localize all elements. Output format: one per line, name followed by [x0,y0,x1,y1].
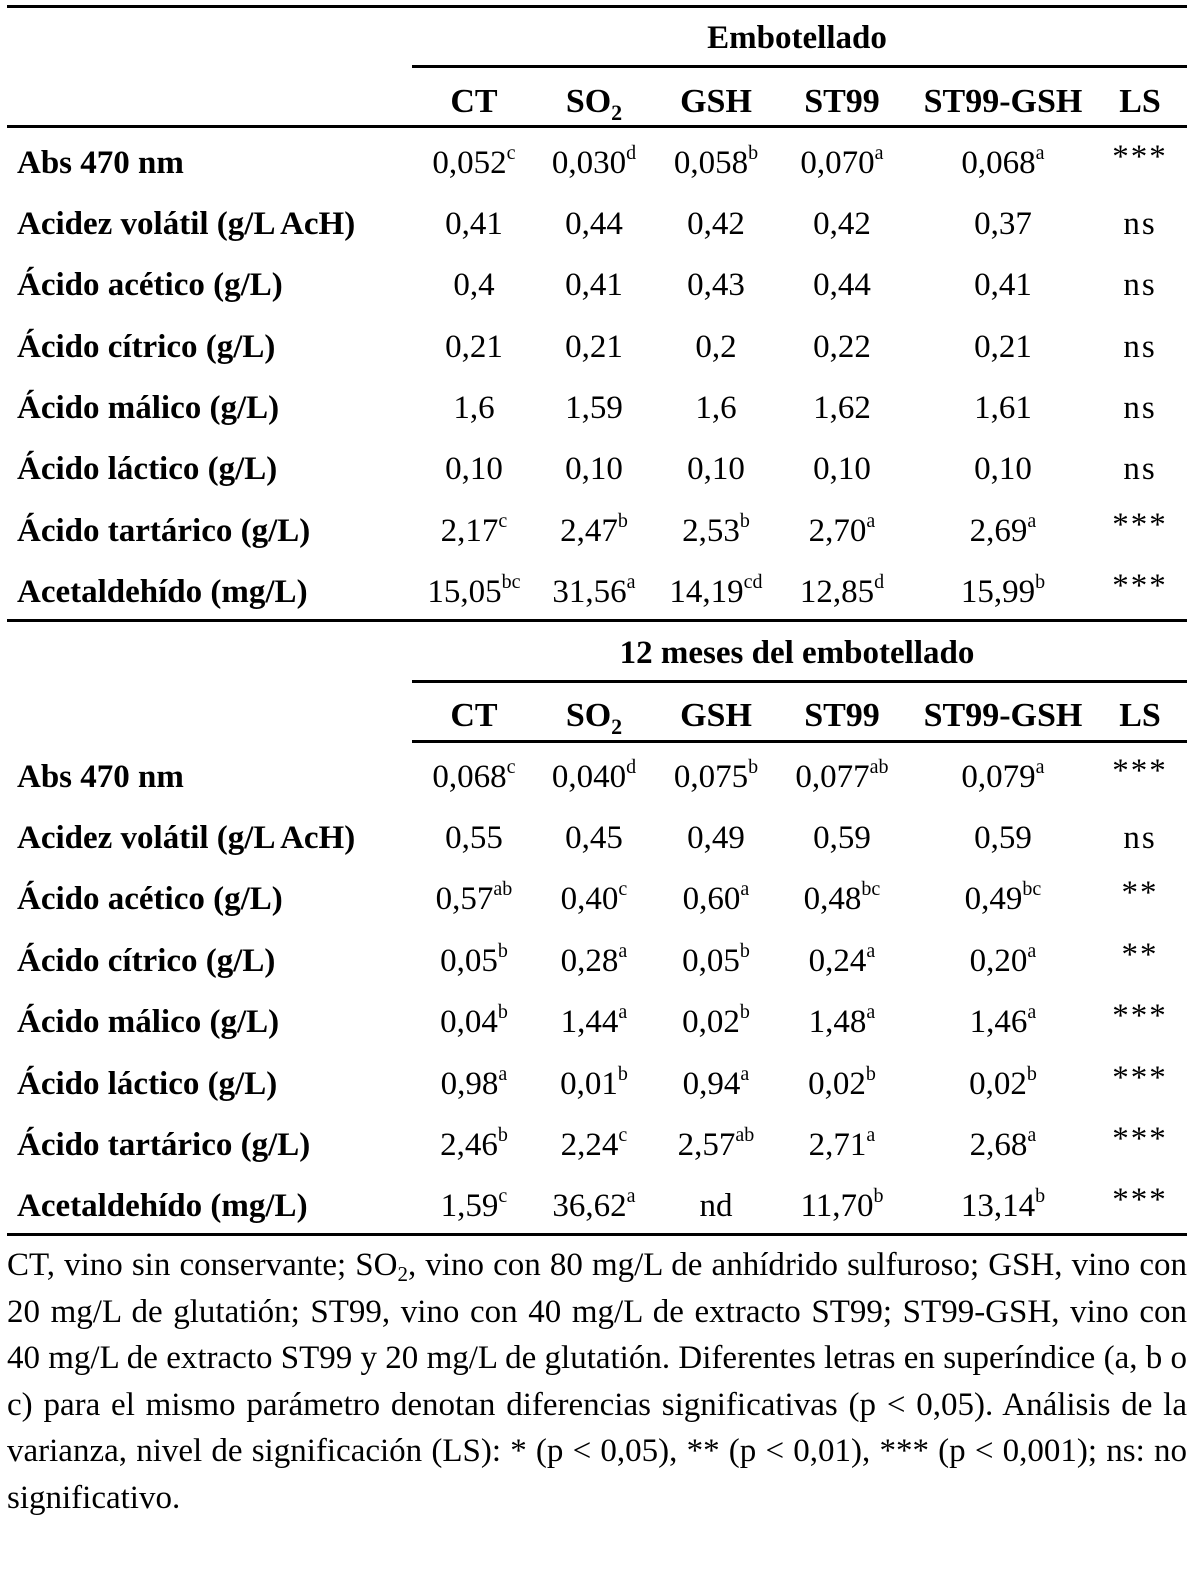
cell-value: 2,69 [969,513,1028,549]
significance-letter: a [1027,1001,1037,1023]
column-header-label: ST99-GSH [923,83,1083,120]
significance-letter: c [506,142,516,164]
table-cell [445,331,503,364]
cell-value: 1,48 [808,1004,867,1040]
significance-level: *** [1112,1182,1168,1218]
table-cell [687,822,745,855]
row-label: Acidez volátil (g/L AcH) [17,206,356,242]
table-cell [440,1185,508,1224]
cell-value: 0,05 [440,943,498,979]
table-cell [961,756,1045,795]
column-header-label: SO [565,83,612,120]
table-cell [687,453,745,486]
cell-value: 0,42 [687,206,745,242]
significance-letter: b [497,940,508,962]
cell-value: 0,43 [687,267,745,303]
cell-value: 1,59 [440,1188,499,1224]
significance-letter: ab [869,756,889,778]
significance-letter: d [626,756,637,778]
significance-letter: a [618,1001,628,1023]
table-cell [969,1001,1037,1040]
significance-letter: d [874,571,885,593]
cell-value: 0,41 [974,267,1032,303]
table-cell [808,940,876,979]
significance-level: *** [1112,139,1168,175]
significance-letter: a [740,878,750,900]
table-cell [813,453,871,486]
table-cell [673,142,759,181]
cell-value: 0,05 [682,943,740,979]
cell-value: 2,71 [808,1127,867,1163]
significance-level: *** [1112,998,1168,1034]
cell-value: 0,49 [964,881,1023,917]
significance-letter: b [1035,571,1046,593]
cell-value: 0,068 [432,759,507,795]
row-label: Acidez volátil (g/L AcH) [17,820,356,856]
significance-level: *** [1112,1060,1168,1096]
table-cell [440,940,508,979]
table-cell [964,878,1042,917]
table-cell [552,1185,636,1224]
column-header [924,699,1083,733]
column-header-label: SO [565,697,612,734]
table-cell [961,142,1045,181]
significance-level: *** [1112,1121,1168,1157]
section-title: 12 meses del embotellado [619,635,975,671]
significance-letter: b [739,1001,750,1023]
row-label: Ácido láctico (g/L) [17,451,278,487]
significance-letter: a [626,1185,636,1207]
cell-value: 1,6 [453,390,495,426]
table-cell [695,331,736,364]
table-cell [560,1124,628,1163]
table-cell [440,510,508,549]
cell-value: 0,10 [687,451,745,487]
column-header [804,85,880,119]
column-header [565,83,623,125]
section-1-title-rule [412,65,1187,68]
table-cell [551,756,637,795]
column-header [680,699,752,733]
significance-letter: ab [493,878,513,900]
cell-value: 0,49 [687,820,745,856]
row-label: Ácido acético (g/L) [17,881,283,917]
table-cell [552,571,636,610]
significance-letter: ab [735,1124,755,1146]
row-label: Ácido málico (g/L) [17,1004,280,1040]
significance-level: ** [1121,875,1159,911]
column-header [1119,699,1161,733]
significance-letter: b [748,142,759,164]
section-2-title-rule [412,680,1187,683]
significance-letter: b [739,940,750,962]
table-cell [813,822,871,855]
table-cell [565,453,623,486]
table-cell [682,940,750,979]
cell-value: 0,030 [551,145,627,181]
cell-value: 0,068 [961,145,1036,181]
significance-level: ns [1123,206,1157,242]
table-cell [453,392,494,425]
significance-letter: c [506,756,516,778]
cell-value: nd [699,1188,733,1224]
cell-value: 2,17 [440,513,499,549]
row-label: Acetaldehído (mg/L) [17,574,308,610]
cell-value: 0,44 [565,206,623,242]
table-cell [974,331,1032,364]
cell-value: 0,59 [813,820,871,856]
significance-letter: b [1026,1063,1037,1085]
cell-value: 1,59 [565,390,623,426]
significance-letter: a [498,1063,508,1085]
table-cell [960,1185,1046,1224]
table-cell [565,331,623,364]
cell-value: 0,10 [974,451,1032,487]
table-cell [808,1124,876,1163]
table-cell [682,510,750,549]
cell-value: 0,44 [813,267,871,303]
significance-level: ns [1123,267,1157,303]
table-cell [808,1001,876,1040]
cell-value: 0,070 [800,145,875,181]
significance-letter: b [617,1063,628,1085]
column-header-label: ST99 [804,697,880,734]
table-cell [803,878,881,917]
cell-value: 0,10 [445,451,503,487]
cell-value: 14,19 [669,574,744,610]
table-cell [695,392,736,425]
significance-letter: c [498,510,508,532]
cell-value: 0,48 [803,881,862,917]
cell-value: 0,45 [565,820,623,856]
significance-letter: b [739,510,750,532]
table-cell [795,756,889,795]
cell-value: 0,20 [969,943,1028,979]
significance-level: ** [1121,937,1159,973]
cell-value: 0,02 [682,1004,740,1040]
cell-value: 0,41 [445,206,503,242]
table-cell [565,392,623,425]
cell-value: 0,21 [974,329,1032,365]
cell-value: 0,42 [813,206,871,242]
table-cell [687,269,745,302]
significance-letter: b [873,1185,884,1207]
cell-value: 0,41 [565,267,623,303]
table-cell [565,269,623,302]
significance-letter: a [1027,940,1037,962]
table-cell [682,1001,750,1040]
significance-letter: a [866,1124,876,1146]
cell-value: 0,052 [432,145,507,181]
significance-letter: cd [743,571,763,593]
cell-value: 15,99 [960,574,1036,610]
table-cell [813,208,871,241]
table-cell [427,571,521,610]
footnote-part-1: CT, vino sin conservante; SO [7,1247,398,1283]
cell-value: 0,22 [813,329,871,365]
column-header-subscript: 2 [611,100,623,125]
significance-letter: a [1035,756,1045,778]
column-header-label: LS [1119,83,1161,120]
row-label: Acetaldehído (mg/L) [17,1188,308,1224]
significance-letter: a [626,571,636,593]
table-cell [813,331,871,364]
table-cell [560,1063,628,1102]
table-cell [445,453,503,486]
cell-value: 36,62 [552,1188,627,1224]
table-cell [435,878,513,917]
table-cell [974,392,1032,425]
significance-letter: a [866,940,876,962]
column-header-label: GSH [680,697,752,734]
cell-value: 1,44 [560,1004,619,1040]
table-cell [813,392,871,425]
cell-value: 2,70 [808,513,867,549]
cell-value: 11,70 [800,1188,874,1224]
table-cell [960,571,1046,610]
cell-value: 0,94 [682,1066,741,1102]
cell-value: 0,24 [808,943,867,979]
cell-value: 0,04 [440,1004,498,1040]
cell-value: 1,61 [974,390,1032,426]
cell-value: 0,60 [682,881,741,917]
table-cell [565,208,623,241]
footnote [7,1242,1187,1521]
significance-letter: c [498,1185,508,1207]
table-cell [453,269,494,302]
cell-value: 1,62 [813,390,871,426]
table-cell [682,878,750,917]
cell-value: 31,56 [552,574,627,610]
column-header [804,699,880,733]
cell-value: 2,24 [560,1127,619,1163]
cell-value: 2,57 [677,1127,736,1163]
cell-value: 2,46 [440,1127,498,1163]
significance-letter: b [497,1124,508,1146]
significance-letter: bc [501,571,521,593]
row-label: Ácido málico (g/L) [17,390,280,426]
significance-letter: a [1027,1124,1037,1146]
row-label: Ácido tartárico (g/L) [17,1127,311,1163]
significance-level: ns [1123,329,1157,365]
table-cell [677,1124,755,1163]
cell-value: 0,02 [808,1066,866,1102]
significance-letter: b [497,1001,508,1023]
significance-level: ns [1123,820,1157,856]
significance-letter: a [866,510,876,532]
table-cell [682,1063,750,1102]
table-cell [969,1063,1037,1102]
table-cell [808,510,876,549]
table-cell [560,510,628,549]
cell-value: 0,077 [795,759,870,795]
footnote-subscript: 2 [397,1262,408,1286]
column-header-label: CT [450,83,498,120]
significance-letter: a [866,1001,876,1023]
significance-level: *** [1112,568,1168,604]
section-2-header-rule [412,740,1187,743]
column-header-label: ST99-GSH [923,697,1083,734]
cell-value: 0,040 [551,759,627,795]
cell-value: 15,05 [427,574,502,610]
table-cell [969,940,1037,979]
cell-value: 0,4 [453,267,495,303]
row-label: Ácido tartárico (g/L) [17,513,311,549]
table-cell [974,453,1032,486]
significance-letter: a [1027,510,1037,532]
significance-letter: c [618,1124,628,1146]
cell-value: 0,37 [974,206,1032,242]
table-cell [440,1124,508,1163]
section-1-header-rule [7,125,1187,128]
table-cell [974,208,1032,241]
table-cell [565,822,623,855]
cell-value: 12,85 [799,574,875,610]
table-cell [445,208,503,241]
cell-value: 0,40 [560,881,619,917]
column-header-label: LS [1119,697,1161,734]
cell-value: 0,10 [565,451,623,487]
table-top-rule [7,5,1187,8]
cell-value: 0,21 [445,329,503,365]
cell-value: 2,68 [969,1127,1028,1163]
cell-value: 0,21 [565,329,623,365]
cell-value: 0,10 [813,451,871,487]
column-header [450,85,497,119]
table-cell [969,510,1037,549]
significance-letter: b [1035,1185,1046,1207]
table-cell [799,571,885,610]
table-cell [669,571,763,610]
cell-value: 1,6 [695,390,737,426]
table-cell [673,756,759,795]
significance-letter: c [618,878,628,900]
cell-value: 2,47 [560,513,618,549]
significance-letter: b [748,756,759,778]
significance-level: ns [1123,451,1157,487]
cell-value: 0,01 [560,1066,618,1102]
table-cell [440,1063,508,1102]
table-cell [974,822,1032,855]
cell-value: 0,2 [695,329,737,365]
section-title: Embotellado [707,20,887,56]
row-label: Ácido acético (g/L) [17,267,283,303]
cell-value: 1,46 [969,1004,1028,1040]
row-label: Abs 470 nm [17,145,184,181]
column-header-label: GSH [680,83,752,120]
table-cell [687,208,745,241]
footnote-part-2: , vino con 80 mg/L de anhídrido sulfuroso; GSH, vino con 20 mg/L de glutatión; ST99, vino con 40 mg/L de extracto ST99; ST99-GSH, vino con 40 mg/L de extracto ST99 y 20 mg/L de glutatión. Diferentes letras en superíndice (a, b o c) para el mismo parámetro denotan diferencias significativas (p < 0,05). Análisis de la varianza, nivel de significación (LS): * (p < 0,05), ** (p < 0,01), *** (p < 0,001); ns: no significativo. [7,1247,1187,1516]
significance-letter: bc [1022,878,1042,900]
significance-letter: bc [861,878,881,900]
table-bottom-rule [7,1233,1187,1236]
row-label: Ácido láctico (g/L) [17,1066,278,1102]
column-header [1119,85,1161,119]
cell-value: 0,075 [673,759,749,795]
significance-letter: d [626,142,637,164]
table-cell [560,940,628,979]
cell-value: 0,98 [440,1066,499,1102]
significance-letter: a [618,940,628,962]
cell-value: 0,55 [445,820,503,856]
table-cell [432,756,516,795]
cell-value: 13,14 [960,1188,1036,1224]
significance-level: ns [1123,390,1157,426]
significance-letter: a [874,142,884,164]
table-cell [700,1190,733,1223]
row-label: Ácido cítrico (g/L) [17,329,276,365]
table-cell [974,269,1032,302]
column-header [565,697,623,739]
significance-level: *** [1112,507,1168,543]
significance-letter: b [865,1063,876,1085]
column-header-subscript: 2 [611,714,623,739]
table-cell [808,1063,876,1102]
section-divider-rule [7,619,1187,622]
significance-level: *** [1112,753,1168,789]
row-label: Ácido cítrico (g/L) [17,943,276,979]
significance-letter: b [617,510,628,532]
cell-value: 0,57 [435,881,494,917]
table-cell [440,1001,508,1040]
column-header-label: CT [450,697,498,734]
table-cell [560,1001,628,1040]
column-header [924,85,1083,119]
row-label: Abs 470 nm [17,759,184,795]
table-cell [445,822,503,855]
table-cell [813,269,871,302]
cell-value: 0,28 [560,943,619,979]
table-cell [969,1124,1037,1163]
cell-value: 0,058 [673,145,749,181]
table-cell [551,142,637,181]
table-cell [800,142,884,181]
column-header-label: ST99 [804,83,880,120]
significance-letter: a [1035,142,1045,164]
table-cell [432,142,516,181]
table-cell [800,1185,884,1224]
table-cell [560,878,628,917]
significance-letter: a [740,1063,750,1085]
cell-value: 2,53 [682,513,740,549]
cell-value: 0,59 [974,820,1032,856]
column-header [450,699,497,733]
column-header [680,85,752,119]
cell-value: 0,02 [969,1066,1027,1102]
cell-value: 0,079 [961,759,1036,795]
